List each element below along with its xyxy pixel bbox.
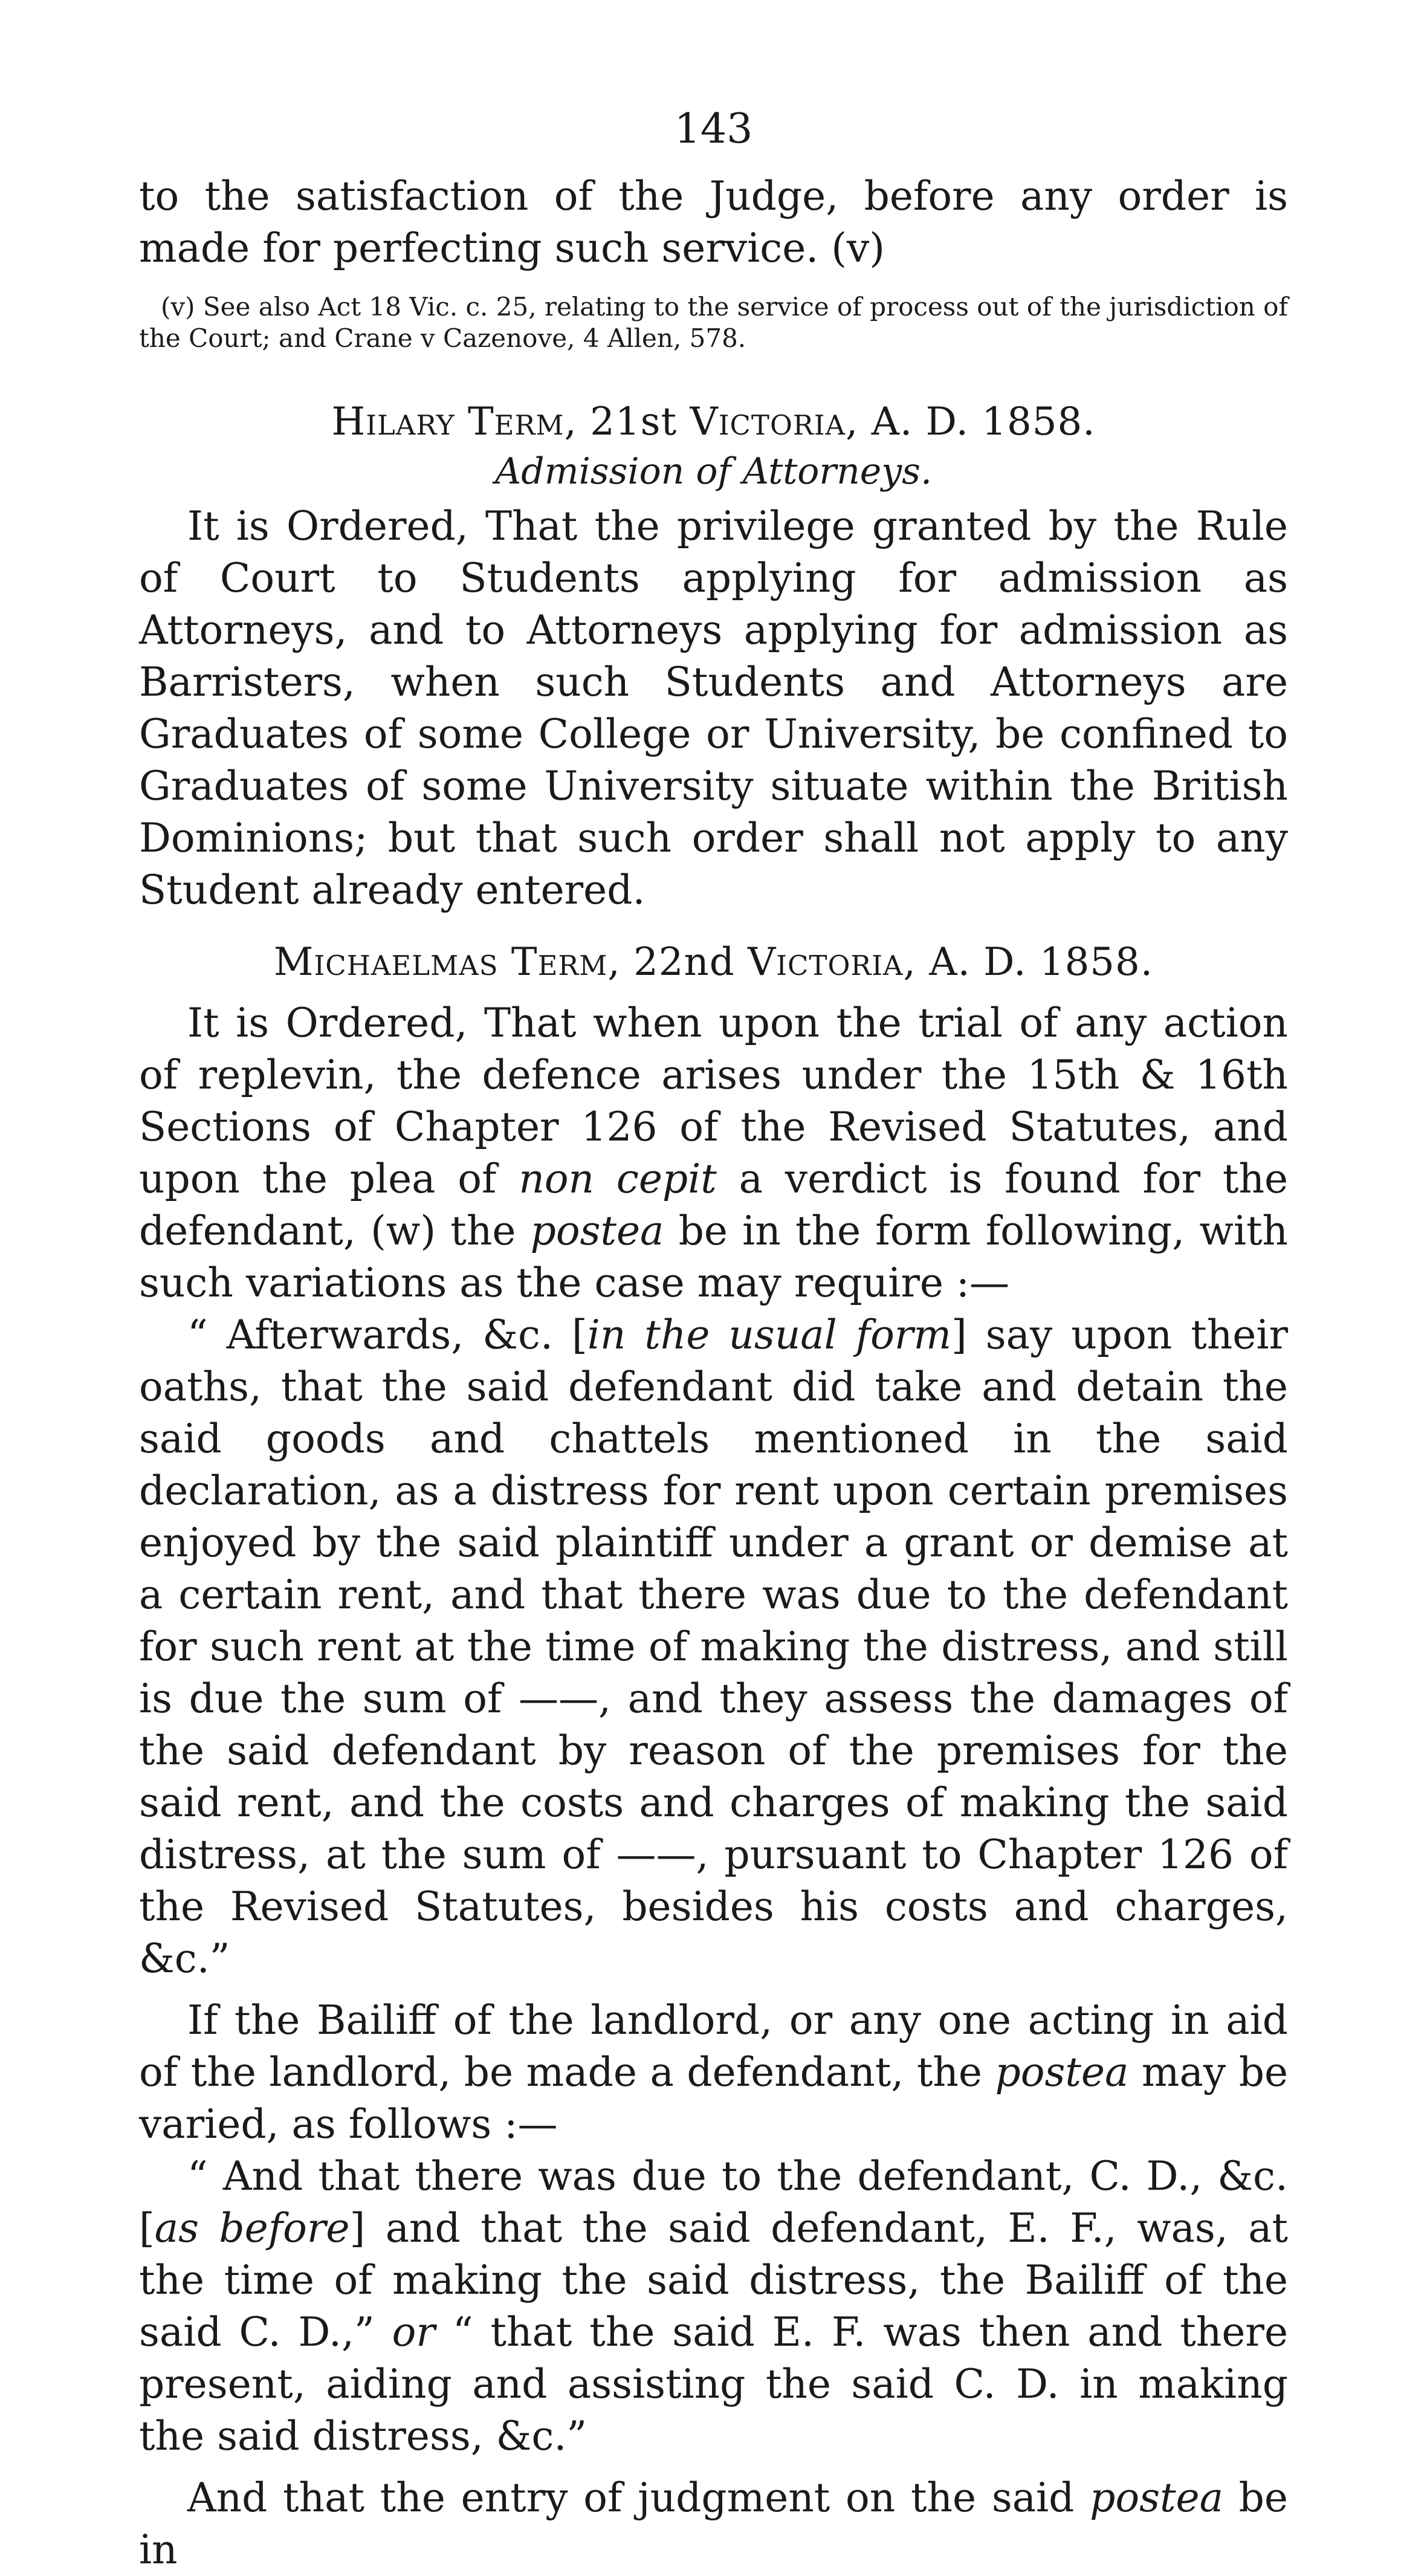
text-run-italic: in the usual form [587,1312,952,1358]
text-run: be in [139,2474,1288,2573]
footnote-v: (v) See also Act 18 Vic. c. 25, relating to the service of process out of the jurisdiction of the Court; and Crane v Cazenove, 4 Allen, 578. [139,292,1288,353]
heading-regnal-year: 21st [590,400,678,444]
paragraph-continuation: to the satisfaction of the Judge, before any order is made for perfecting such service. (v) [139,173,1288,271]
text-run-italic: postea [995,2049,1129,2095]
text-run: “ And that there was due to the defendant, C. D., &c. [ [139,2153,1288,2251]
text-run: If the Bailiff of the landlord, or any one acting in aid of the landlord, be made a defendant, the [139,1997,1288,2095]
text-run: may be varied, as follows :— [139,2049,1288,2147]
text-run: “ Afterwards, &c. [ [187,1312,587,1358]
paragraph-privilege-order: It is Ordered, That the privilege granted by the Rule of Court to Students applying for admission as Attorneys, and to Attorneys applying for admission as Barristers, when such Students and Attorneys are Graduates of some College or University, be confined to Graduates of some University situate within the British Dominions; but that such order shall not apply to any Student already entered. [139,503,1288,913]
heading-victoria: Victoria, [690,400,859,444]
heading-victoria: Victoria, [748,940,916,985]
text-run: “ that the said E. F. was then and there present, aiding and assisting the said C. D. in making the said distress, &c.” [139,2309,1288,2459]
page-number: 143 [674,105,753,153]
heading-hilary-term [139,396,1288,447]
text-run-italic: non cepit [519,1156,717,1202]
heading-term-name: Michaelmas Term, [273,940,621,985]
text-run-italic: postea [530,1208,664,1254]
text-run: ] say upon their oaths, that the said defendant did take and detain the said goods and chattels mentioned in the said declaration, as a distress for rent upon certain premises enjoyed by the said plaintiff under a grant or demise at a certain rent, and that there was due to the defendant for such rent at the time of making the distress, and still is due the sum of ——, and they assess the damages of the said defendant by reason of the premises for the said rent, and the costs and charges of making the said distress, at the sum of ——, pursuant to Chapter 126 of the Revised Statutes, besides his costs and charges, &c.” [139,1312,1288,1982]
paragraph-postea-form [139,1309,1288,1985]
heading-michaelmas-term [139,937,1288,988]
text-run-italic: as before [154,2205,350,2251]
text-run: a verdict is found for the defendant, (w) the [139,1156,1289,1254]
paragraph-bailiff [139,1995,1288,2150]
paragraph-judgment-entry [139,2472,1288,2576]
text-run: And that the entry of judgment on the said [187,2474,1075,2521]
text-run: be in the form following, with such variations as the case may require :— [139,1208,1288,1306]
heading-term-name: Hilary Term, [331,400,577,444]
heading-regnal-year: 22nd [633,940,735,985]
paragraph-bailiff-form [139,2150,1288,2462]
heading-date: A. D. 1858. [871,400,1096,444]
subheading-admission: Admission of Attorneys. [494,450,933,493]
text-run: It is Ordered, That when upon the trial of any action of replevin, the defence arises under the 15th & 16th Sections of Chapter 126 of the Revised Statutes, and upon the plea of [139,1000,1288,1202]
paragraph-replevin-order [139,997,1288,1309]
text-run-italic: or [392,2309,435,2355]
heading-date: A. D. 1858. [929,940,1154,985]
text-run-italic: postea [1090,2474,1223,2521]
text-run: ] and that the said defendant, E. F., was, at the time of making the said distress, the Bailiff of the said C. D.,” [139,2205,1288,2355]
